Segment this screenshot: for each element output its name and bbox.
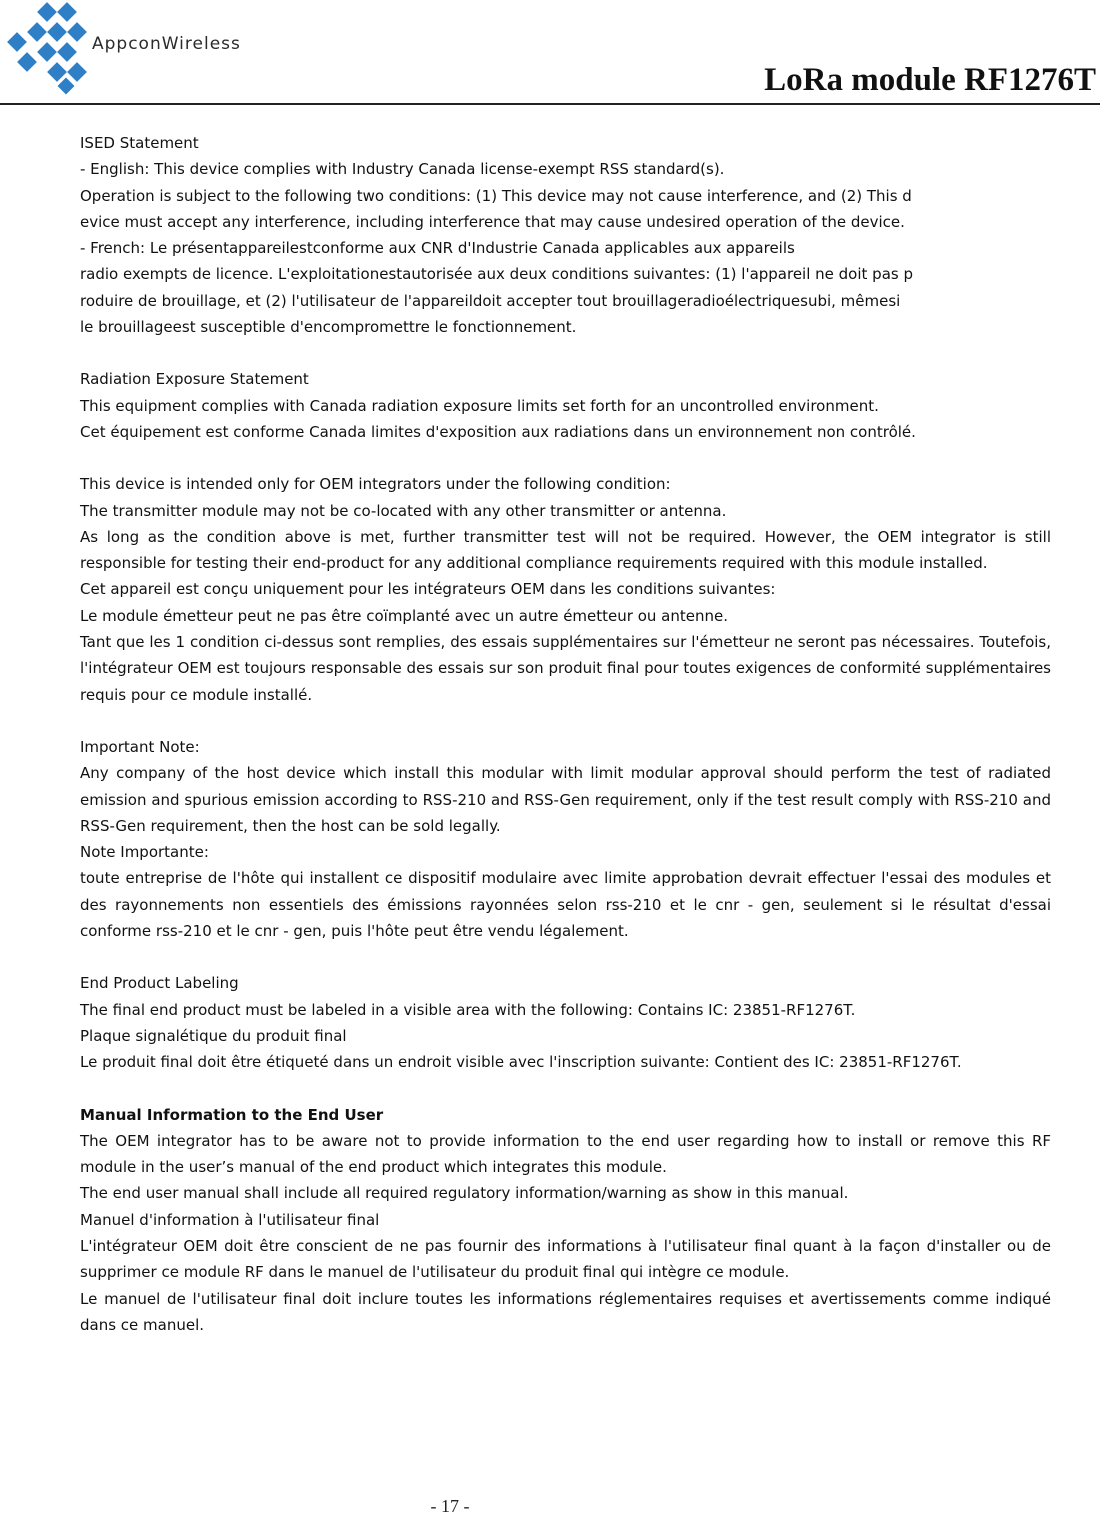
note-heading-french: Note Importante: [80, 843, 209, 862]
ised-line-6: roduire de brouillage, et (2) l'utilisateur de l'appareildoit accepter tout brouillageradioélectriquesubi, mêmesi [80, 291, 901, 310]
ised-line-7: le brouillageest susceptible d'encompromettre le fonctionnement. [80, 318, 577, 337]
manual-heading-french: Manuel d'information à l'utilisateur final [80, 1210, 380, 1229]
ised-line-3: evice must accept any interference, including interference that may cause undesired operation of the device. [80, 212, 905, 231]
company-logo [0, 0, 260, 98]
manual-paragraph-3: L'intégrateur OEM doit être conscient de ne pas fournir des informations à l'utilisateur final quant à la façon d'installer ou de supprimer ce module RF dans le manuel de l'utilisateur du produit final qui intègre ce module. [80, 1236, 1051, 1282]
note-english: Any company of the host device which install this modular with limit modular approval should perform the test of radiated emission and spurious emission according to RSS-210 and RSS-Gen requirement, only if the test result comply with RSS-210 and RSS-Gen requirement, then the host can be sold legally. [80, 764, 1051, 835]
manual-heading: Manual Information to the End User [80, 1105, 384, 1124]
radiation-french: Cet équipement est conforme Canada limites d'exposition aux radiations dans un environnement non contrôlé. [80, 422, 916, 441]
oem-paragraph-french: Tant que les 1 condition ci-dessus sont remplies, des essais supplémentaires sur l'émetteur ne seront pas nécessaires. Toutefois, l'intégrateur OEM est toujours responsable des essais sur son produit final pour toutes exigences de conformité supplémentaires requis pour ce module installé. [80, 633, 1051, 704]
logo-text: AppconWireless [92, 34, 241, 54]
page-header [0, 0, 1100, 106]
labeling-heading: End Product Labeling [80, 974, 239, 993]
ised-heading: ISED Statement [80, 134, 199, 152]
radiation-heading: Radiation Exposure Statement [80, 370, 309, 389]
page-body [80, 130, 1051, 1338]
manual-paragraph-4: Le manuel de l'utilisateur final doit inclure toutes les informations réglementaires requises et avertissements comme indiqué dans ce manuel. [80, 1289, 1051, 1334]
header-divider [0, 103, 1100, 105]
document-title: LoRa module RF1276T [764, 62, 1096, 98]
note-heading: Important Note: [80, 737, 200, 756]
ised-line-5: radio exempts de licence. L'exploitationestautorisée aux deux conditions suivantes: (1) l'appareil ne doit pas p [80, 265, 913, 284]
labeling-french: Le produit final doit être étiqueté dans un endroit visible avec l'inscription suivante: Contient des IC: 23851-RF1276T. [80, 1053, 962, 1072]
manual-paragraph-2: The end user manual shall include all required regulatory information/warning as show in this manual. [80, 1184, 849, 1203]
oem-line-5: Le module émetteur peut ne pas être coïmplanté avec un autre émetteur ou antenne. [80, 606, 728, 625]
ised-line-1: - English: This device complies with Industry Canada license‐exempt RSS standard(s). [80, 160, 725, 179]
note-french: toute entreprise de l'hôte qui installent ce dispositif modulaire avec limite approbation devrait effectuer l'essai des modules et des rayonnements non essentiels des émissions rayonnées selon rss-210 et le cnr - gen, seulement si le résultat d'essai conforme rss-210 et le cnr - gen, puis l'hôte peut être vendu légalement. [80, 869, 1051, 941]
oem-line-4: Cet appareil est conçu uniquement pour les intégrateurs OEM dans les conditions suivantes: [80, 580, 776, 599]
page-number [0, 1496, 1100, 1517]
page-number-text: - 17 - [430, 1496, 470, 1516]
logo-diamonds-icon [0, 0, 92, 98]
ised-line-4: - French: Le présentappareilestconforme aux CNR d'Industrie Canada applicables aux appareils [80, 239, 795, 258]
labeling-heading-french: Plaque signalétique du produit final [80, 1026, 347, 1045]
radiation-english: This equipment complies with Canada radiation exposure limits set forth for an uncontrolled environment. [80, 396, 879, 415]
oem-line-1: This device is intended only for OEM integrators under the following condition: [80, 475, 671, 494]
oem-paragraph-english: As long as the condition above is met, further transmitter test will not be required. However, the OEM integrator is still responsible for testing their end-product for any additional compliance requirements required with this module installed. [80, 527, 1051, 573]
labeling-english: The final end product must be labeled in a visible area with the following: Contains IC: 23851-RF1276T. [80, 1000, 856, 1019]
oem-line-2: The transmitter module may not be co-located with any other transmitter or antenna. [80, 501, 727, 520]
manual-paragraph-1: The OEM integrator has to be aware not to provide information to the end user regarding how to install or remove this RF module in the user’s manual of the end product which integrates this module. [80, 1131, 1051, 1177]
ised-line-2: Operation is subject to the following two conditions: (1) This device may not cause interference, and (2) This d [80, 186, 912, 205]
